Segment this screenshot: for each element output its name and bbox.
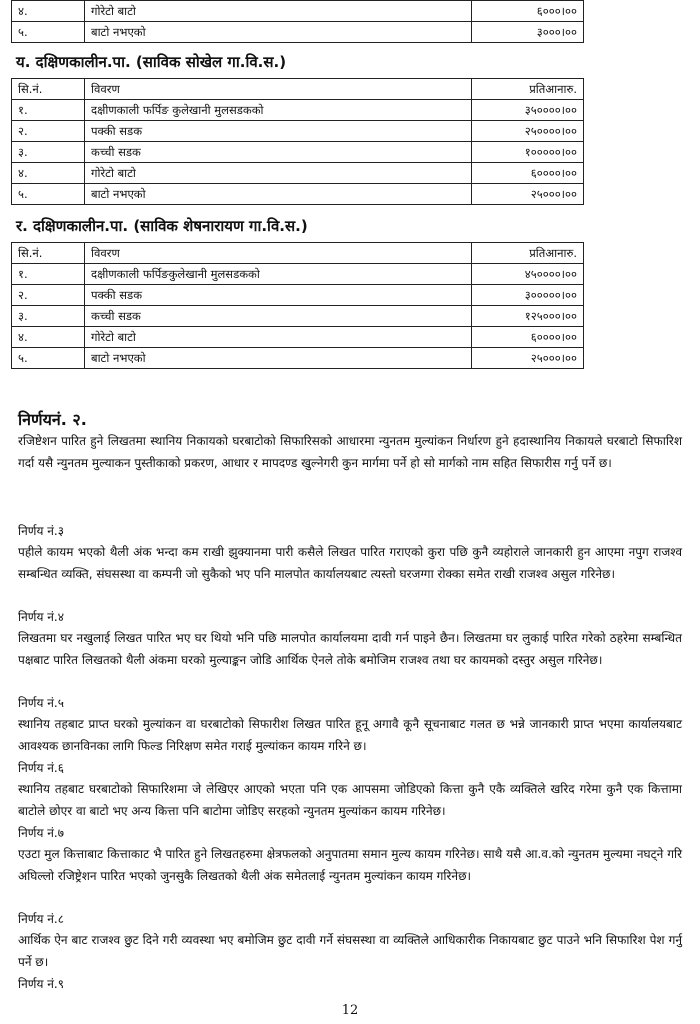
amount-cell: १२५०००।०० <box>472 306 584 327</box>
description-cell: बाटो नभएको <box>85 184 472 205</box>
serial-cell: २. <box>12 121 85 142</box>
serial-cell: ४. <box>12 1 85 22</box>
table-row <box>12 264 584 285</box>
description-cell: पक्की सडक <box>85 285 472 306</box>
serial-cell: ४. <box>12 163 85 184</box>
decision-7-label: निर्णय नं.७ <box>18 826 64 840</box>
decision-8-label: निर्णय नं.८ <box>18 912 64 926</box>
table-row <box>12 306 584 327</box>
amount-cell: ३०००।०० <box>472 22 584 43</box>
decision-3-label: निर्णय नं.३ <box>18 524 64 538</box>
section-title-sheshnarayan: र. दक्षिणकालीन.पा. (साविक शेषनारायण गा.वि.स.) <box>16 217 308 235</box>
amount-cell: २५०००।०० <box>472 348 584 369</box>
header-amount: प्रतिआनारु. <box>472 79 584 100</box>
valuation-table-continued <box>11 0 584 43</box>
section-title-sokhel: य. दक्षिणकालीन.पा. (साविक सोखेल गा.वि.स.) <box>16 53 287 71</box>
description-cell: कच्ची सडक <box>85 306 472 327</box>
table-row <box>12 1 584 22</box>
table-row <box>12 184 584 205</box>
serial-cell: २. <box>12 285 85 306</box>
amount-cell: ३५००००।०० <box>472 100 584 121</box>
table-header-row <box>12 243 584 264</box>
serial-cell: १. <box>12 264 85 285</box>
amount-cell: ३०००००।०० <box>472 285 584 306</box>
decision-6-text: स्थानिय तहबाट घरबाटोको सिफारिशमा जे लेखिएर आएको भएता पनि एक आपसमा जोडिएको कित्ता कुनै एकै व्यक्तिले खरिद गरेमा कुनै एक कित्तामा बाटोले छोएर वा बाटो भए अन्य कित्ता पनि बाटोमा जोडिए सरहको न्युनतम मुल्यांकन कायम गरिनेछ। <box>18 782 682 818</box>
serial-cell: ३. <box>12 306 85 327</box>
serial-cell: ५. <box>12 184 85 205</box>
decision-5-text: स्थानिय तहबाट प्राप्त घरको मुल्यांकन वा घरबाटोको सिफारीश लिखत पारित हूनू अगावै कूनै सूचनाबाट गलत छ भन्ने जानकारी प्राप्त भएमा कार्यालयबाट आवश्यक छानविनका लागि फिल्ड निरिक्षण समेत गराई मुल्यांकन कायम गरिने छ। <box>18 717 682 753</box>
valuation-table-sheshnarayan <box>11 242 584 369</box>
decision-7-text: एउटा मुल कित्ताबाट कित्ताकाट भै पारित हुने लिखतहरुमा क्षेत्रफलको अनुपातमा समान मुल्य कायम गरिनेछ। साथै यसै आ.व.को न्युनतम मुल्यमा नघट्ने गरि अघिल्लो रजिष्ट्रेशन पारित भएको जुनसुकै लिखतको थैली अंक समेतलाई न्युनतम मुल्यांकन कायम गरिनेछ। <box>18 847 682 883</box>
table-row <box>12 327 584 348</box>
decision-5-label: निर्णय नं.५ <box>18 696 64 710</box>
amount-cell: ४५००००।०० <box>472 264 584 285</box>
amount-cell: ६००००।०० <box>472 327 584 348</box>
decision-6-label: निर्णय नं.६ <box>18 761 64 775</box>
amount-cell: १०००००।०० <box>472 142 584 163</box>
description-cell: बाटो नभएको <box>85 22 472 43</box>
table-row <box>12 285 584 306</box>
description-cell: बाटो नभएको <box>85 348 472 369</box>
page-number: 12 <box>341 1003 359 1018</box>
decision-3-text: पहीले कायम भएको थैली अंक भन्दा कम राखी झुक्यानमा पारी कसैले लिखत पारित गराएको कुरा पछि कुनै व्यहोराले जानकारी हुन आएमा नपुग राजश्व सम्बन्धित व्यक्ति, संघसस्था वा कम्पनी जो सुकैको भए पनि मालपोत कार्यालयबाट त्यस्तो घरजग्गा रोक्का समेत राखी राजश्व असुल गरिनेछ। <box>18 545 682 581</box>
amount-cell: ६००००।०० <box>472 163 584 184</box>
table-row <box>12 348 584 369</box>
valuation-table-sokhel <box>11 78 584 205</box>
decision-2-text: रजिष्टेशन पारित हुने लिखतमा स्थानिय निकायको घरबाटोको सिफारिसको आधारमा न्युनतम मुल्यांकन निर्धारण हुने हदास्थानिय निकायले घरबाटो सिफारिश गर्दा यसै न्युनतम मुल्याकन पुस्तीकाको प्रकरण, आधार र मापदण्ड खुल्नेगरी कुन मार्गमा पर्ने हो सो मार्गको नाम सहित सिफारीस गर्नु पर्ने छ। <box>18 434 682 470</box>
table-row <box>12 100 584 121</box>
table-row <box>12 22 584 43</box>
table-row <box>12 163 584 184</box>
description-cell: दक्षीणकाली फर्पिङ कुलेखानी मुलसडकको <box>85 100 472 121</box>
description-cell: पक्की सडक <box>85 121 472 142</box>
decision-9-label: निर्णय नं.९ <box>18 977 64 991</box>
decision-8-text: आर्थिक ऐन बाट राजश्व छुट दिने गरी व्यवस्था भए बमोजिम छुट दावी गर्ने संघसस्था वा व्यक्तिले आधिकारीक निकायबाट छुट पाउने भनि सिफारिश पेश गर्नु पर्ने छ। <box>18 933 682 969</box>
table-row <box>12 142 584 163</box>
description-cell: कच्ची सडक <box>85 142 472 163</box>
serial-cell: १. <box>12 100 85 121</box>
serial-cell: ३. <box>12 142 85 163</box>
decision-4-label: निर्णय नं.४ <box>18 610 64 624</box>
header-description: विवरण <box>85 79 472 100</box>
amount-cell: ६०००।०० <box>472 1 584 22</box>
table-row <box>12 121 584 142</box>
decision-2-heading: निर्णयनं. २. <box>18 410 87 429</box>
header-amount: प्रतिआनारु. <box>472 243 584 264</box>
header-serial: सि.नं. <box>12 243 85 264</box>
header-serial: सि.नं. <box>12 79 85 100</box>
description-cell: गोरेटो बाटो <box>85 163 472 184</box>
description-cell: दक्षीणकाली फर्पिङकुलेखानी मुलसडकको <box>85 264 472 285</box>
table-header-row <box>12 79 584 100</box>
serial-cell: ५. <box>12 348 85 369</box>
amount-cell: २५००००।०० <box>472 121 584 142</box>
description-cell: गोरेटो बाटो <box>85 327 472 348</box>
header-description: विवरण <box>85 243 472 264</box>
serial-cell: ५. <box>12 22 85 43</box>
decision-4-text: लिखतमा घर नखुलाई लिखत पारित भए घर थियो भनि पछि मालपोत कार्यालयमा दावी गर्न पाइने छैन। लिखतमा घर लुकाई पारित गरेको ठहरेमा सम्बन्धित पक्षबाट पारित लिखतको थैली अंकमा घरको मुल्याङ्कन जोडि आर्थिक ऐनले तोके बमोजिम राजश्व तथा घर कायमको दस्तुर असुल गरिनेछ। <box>18 631 682 667</box>
serial-cell: ४. <box>12 327 85 348</box>
amount-cell: २५०००।०० <box>472 184 584 205</box>
description-cell: गोरेटो बाटो <box>85 1 472 22</box>
